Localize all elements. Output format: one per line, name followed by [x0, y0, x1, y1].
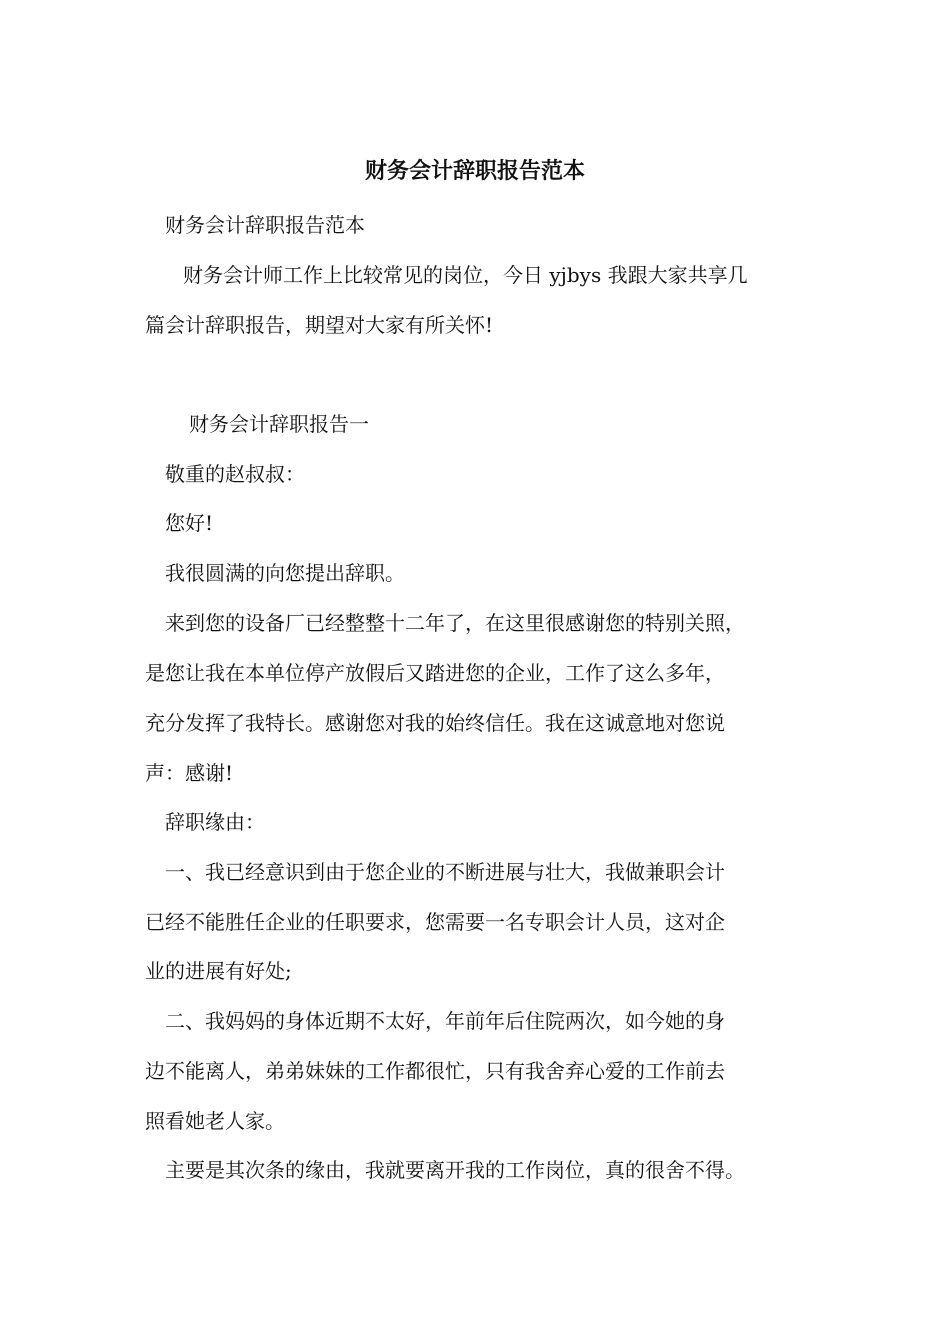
body-line: 我很圆满的向您提出辞职。 — [165, 561, 405, 585]
reasons-heading: 辞职缘由： — [165, 810, 265, 834]
body-line: 来到您的设备厂已经整整十二年了，在这里很感谢您的特别关照， — [165, 611, 745, 635]
reason-1-line: 已经不能胜任企业的任职要求，您需要一名专职会计人员，这对企 — [145, 910, 725, 934]
reason-1-line: 业的进展有好处; — [145, 959, 292, 983]
salutation: 敬重的赵叔叔： — [165, 462, 305, 486]
intro-line-1: 财务会计师工作上比较常见的岗位，今日 yjbys 我跟大家共享几 — [183, 263, 748, 287]
body-line: 充分发挥了我特长。感谢您对我的始终信任。我在这诚意地对您说 — [145, 711, 725, 735]
subtitle-line: 财务会计辞职报告范本 — [165, 213, 365, 237]
reason-1-line: 一、我已经意识到由于您企业的不断进展与壮大，我做兼职会计 — [165, 860, 725, 884]
body-line: 主要是其次条的缘由，我就要离开我的工作岗位，真的很舍不得。 — [165, 1158, 745, 1182]
reason-2-line: 照看她老人家。 — [145, 1109, 285, 1133]
intro-line-2: 篇会计辞职报告，期望对大家有所关怀! — [145, 313, 494, 337]
body-line: 声：感谢! — [145, 761, 234, 785]
greeting: 您好! — [165, 511, 214, 535]
body-line: 是您让我在本单位停产放假后又踏进您的企业，工作了这么多年， — [145, 661, 725, 685]
section-heading: 财务会计辞职报告一 — [189, 412, 369, 436]
reason-2-line: 二、我妈妈的身体近期不太好，年前年后住院两次，如今她的身 — [165, 1009, 725, 1033]
document-title: 财务会计辞职报告范本 — [364, 158, 585, 184]
reason-2-line: 边不能离人，弟弟妹妹的工作都很忙，只有我舍弃心爱的工作前去 — [145, 1059, 725, 1083]
